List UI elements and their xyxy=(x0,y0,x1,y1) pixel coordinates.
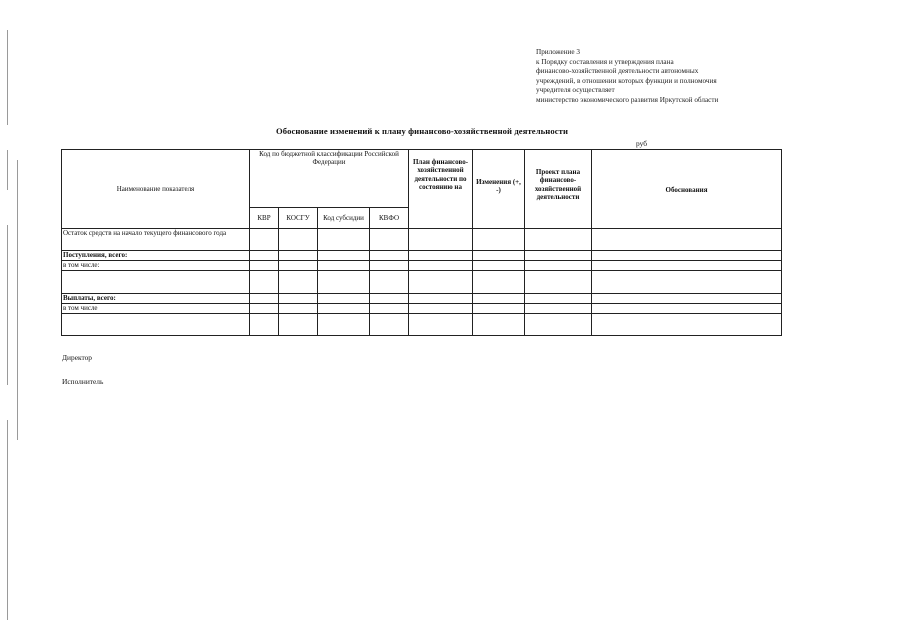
table-row xyxy=(62,294,782,304)
appendix-note xyxy=(536,48,796,106)
scan-edge-mark xyxy=(17,160,18,440)
header-kvr: КВР xyxy=(250,208,279,229)
table-row xyxy=(62,229,782,251)
header-budget-classification: Код по бюджетной классификации Российской Федерации xyxy=(250,150,409,208)
header-draft-plan: Проект плана финансово-хозяйственной деятельности xyxy=(525,150,592,229)
scan-edge-mark xyxy=(7,30,8,125)
header-subsidy-code: Код субсидии xyxy=(318,208,370,229)
appendix-line: к Порядку составления и утверждения плана xyxy=(536,57,674,66)
header-kvfo: КВФО xyxy=(370,208,409,229)
justification-table xyxy=(61,149,782,336)
row-label: в том числе: xyxy=(62,261,250,271)
director-signature-label: Директор xyxy=(62,353,92,362)
appendix-line: учреждений, в отношении которых функции и полномочия xyxy=(536,76,717,85)
table-row xyxy=(62,251,782,261)
header-indicator-name: Наименование показателя xyxy=(62,150,250,229)
row-label: Поступления, всего: xyxy=(62,251,250,261)
appendix-line: учредителя осуществляет xyxy=(536,86,615,95)
scan-edge-mark xyxy=(7,150,8,190)
currency-unit: руб xyxy=(636,139,647,148)
appendix-line: финансово-хозяйственной деятельности автономных xyxy=(536,67,699,76)
table-row xyxy=(62,271,782,294)
row-label: Выплаты, всего: xyxy=(62,294,250,304)
table-row xyxy=(62,304,782,314)
row-label xyxy=(62,314,250,336)
document-title: Обоснование изменений к плану финансово-хозяйственной деятельности xyxy=(276,126,568,136)
header-justification: Обоснования xyxy=(592,150,782,229)
row-label: в том числе xyxy=(62,304,250,314)
row-label: Остаток средств на начало текущего финансового года xyxy=(62,229,250,251)
scan-edge-mark xyxy=(7,225,8,385)
row-label xyxy=(62,271,250,294)
executor-signature-label: Исполнитель xyxy=(62,377,104,386)
header-plan: План финансово-хозяйственной деятельности по состоянию на xyxy=(409,150,473,229)
appendix-line: Приложение 3 xyxy=(536,48,580,56)
table-row xyxy=(62,261,782,271)
table-row xyxy=(62,314,782,336)
scan-edge-mark xyxy=(7,420,8,620)
header-kosgu: КОСГУ xyxy=(279,208,318,229)
appendix-line: министерство экономического развития Иркутской области xyxy=(536,95,719,104)
header-changes: Изменения (+, -) xyxy=(473,150,525,229)
